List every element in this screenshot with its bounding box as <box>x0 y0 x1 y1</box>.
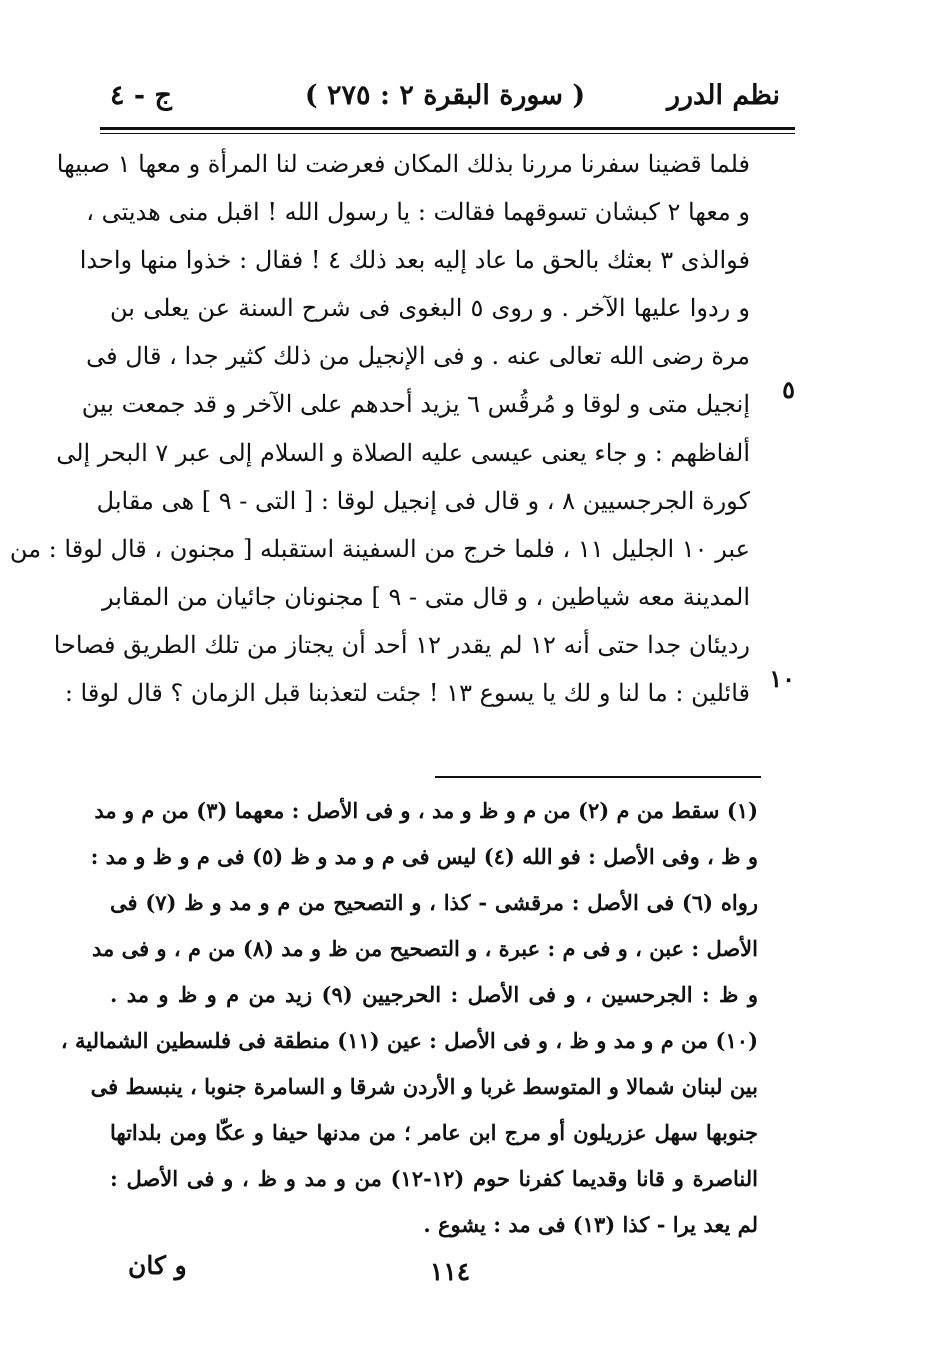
header-rule-thin <box>100 133 795 134</box>
text-line: و معها ٢ كبشان تسوقهما فقالت : يا رسول الله ! اقبل منى هديتى ، <box>86 198 750 227</box>
text-line: فلما قضينا سفرنا مررنا بذلك المكان فعرضت لنا المرأة و معها ١ صبيها <box>56 150 750 178</box>
line-number-10: ١٠ <box>769 664 795 693</box>
surah-reference: ( سورة البقرة ٢ : ٢٧٥ ) <box>304 80 586 111</box>
volume-number: ج - ٤ <box>110 80 172 111</box>
main-text <box>9 140 750 717</box>
text-line: إنجيل متى و لوقا و مُرقُس ٦ يزيد أحدهم على الآخر و قد جمعت بين <box>81 390 750 419</box>
footnote-line: و ظ ، وفى الأصل : فو الله (٤) ليس فى م و مد و ظ (٥) فى م و ظ و مد : <box>90 844 758 869</box>
footnote-line: (١) سقط من م (٢) من م و ظ و مد ، و فى الأصل : معهما (٣) من م و مد <box>94 798 758 823</box>
footnote-separator <box>435 776 761 778</box>
text-line: و ردوا عليها الآخر . و روى ٥ البغوى فى شرح السنة عن يعلى بن <box>110 294 750 323</box>
header-rule-thick <box>100 127 795 130</box>
text-line: عبر ١٠ الجليل ١١ ، فلما خرج من السفينة استقبله [ مجنون ، قال لوقا : من <box>9 534 750 563</box>
footnotes <box>60 788 758 1248</box>
book-title: نظم الدرر <box>666 80 780 111</box>
footnote-line: و ظ : الجرحسين ، و فى الأصل : الحرجيين (٩) زيد من م و ظ و مد . <box>110 982 758 1007</box>
running-header <box>110 74 780 118</box>
text-line: كورة الجرجسيين ٨ ، و قال فى إنجيل لوقا : [ التى - ٩ ] هى مقابل <box>96 486 750 515</box>
text-line: ألفاظهم : و جاء يعنى عيسى عليه الصلاة و السلام إلى عبر ٧ البحر إلى <box>56 438 750 467</box>
footnote-line: (١٠) من م و مد و ظ ، و فى الأصل : عين (١١) منطقة فى فلسطين الشمالية ، <box>60 1028 758 1053</box>
footnote-line: جنوبها سهل عزريلون أو مرج ابن عامر ؛ من مدنها حيفا و عكّا ومن بلداتها <box>110 1120 758 1145</box>
text-line: قائلين : ما لنا و لك يا يسوع ١٣ ! جئت لتعذبنا قبل الزمان ؟ قال لوقا : <box>64 679 750 708</box>
footnote-line: الأصل : عبن ، و فى م : عبرة ، و التصحيح من ظ و مد (٨) من م ، و فى مد <box>91 936 758 961</box>
text-line: مرة رضى الله تعالى عنه . و فى الإنجيل من ذلك كثير جدا ، قال فى <box>86 342 750 371</box>
text-line: فوالذى ٣ بعثك بالحق ما عاد إليه بعد ذلك ٤ ! فقال : خذوا منها واحدا <box>79 246 750 275</box>
catchword: و كان <box>128 1251 187 1280</box>
footnote-line: بين لبنان شمالا و المتوسط غربا و الأردن شرقا و السامرة جنوبا ، ينبسط فى <box>90 1074 758 1099</box>
line-number-5: ٥ <box>782 375 795 404</box>
footnote-line: رواه (٦) فى الأصل : مرقشى - كذا ، و التصحيح من م و مد و ظ (٧) فى <box>110 890 758 915</box>
page-number: ١١٤ <box>429 1257 471 1286</box>
footnote-line: الناصرة و قانا وقديما كفرنا حوم (١٢-١٢) من و مد و ظ ، و فى الأصل : <box>110 1166 758 1191</box>
text-line: المدينة معه شياطين ، و قال متى - ٩ ] مجنونان جائيان من المقابر <box>102 582 750 611</box>
text-line: رديئان جدا حتى أنه ١٢ لم يقدر ١٢ أحد أن يجتاز من تلك الطريق فصاحا <box>53 630 750 659</box>
footnote-line: لم يعد يرا - كذا (١٣) فى مد : يشوع . <box>423 1212 758 1237</box>
